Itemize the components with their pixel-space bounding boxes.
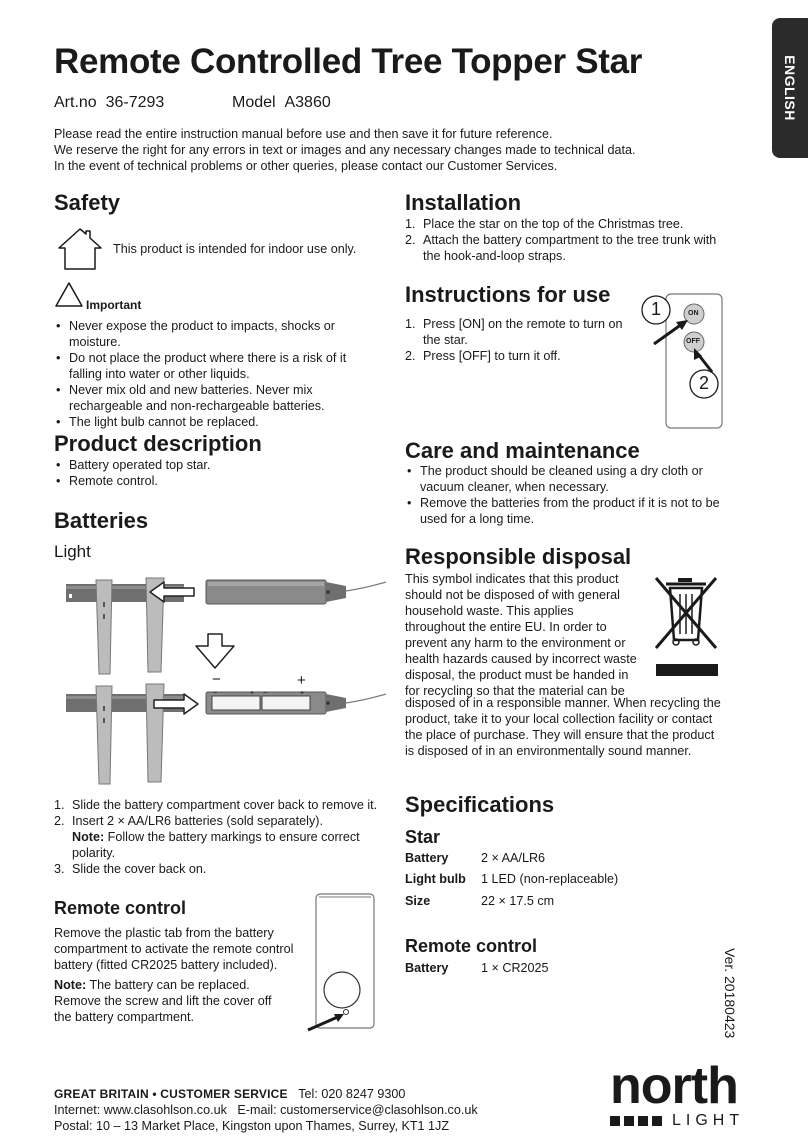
remote-text: Remove the plastic tab from the battery compartment to activate the remote control battery (fitted CR2025 battery included). [54, 926, 294, 972]
list-item: • The light bulb cannot be replaced. [54, 414, 374, 430]
list-item: • Battery operated top star. [54, 457, 374, 473]
house-icon [56, 226, 104, 272]
battery-plus-mark: + [250, 690, 255, 697]
remote-heading: Remote control [54, 898, 187, 918]
product-list [54, 457, 374, 489]
list-item: 2. Attach the battery compartment to the tree trunk with the hook-and-loop straps. [405, 233, 717, 263]
polarity-minus-label: − [212, 671, 221, 688]
article-number: Art.no 36-7293 [54, 94, 165, 111]
list-item: 2. Insert 2 × AA/LR6 batteries (sold separately). Note: Follow the battery markings to ensure correct polarity. [54, 814, 360, 860]
model-number: Model A3860 [232, 94, 331, 111]
language-label: ENGLISH [782, 55, 798, 121]
battery-minus-mark: − [263, 690, 268, 697]
callout-2: 2 [699, 373, 710, 393]
important-label: Important [86, 298, 142, 312]
version-label: Ver. 20180423 [722, 948, 738, 1039]
installation-heading: Installation [405, 190, 522, 215]
list-item: • The product should be cleaned using a dry cloth or vacuum cleaner, when necessary. [405, 463, 725, 495]
battery-illustration [66, 572, 386, 790]
spec-row: Battery 1 × CR2025 [405, 961, 549, 975]
footer-web: Internet: www.clasohlson.co.uk E-mail: customerservice@clasohlson.co.uk [54, 1103, 478, 1117]
list-item: 1. Press [ON] on the remote to turn on the star. [405, 317, 623, 347]
battery-steps [54, 797, 384, 877]
star-heading: Star [405, 827, 441, 847]
indoor-text: This product is intended for indoor use only. [113, 242, 357, 256]
disposal-text-wide: disposed of in a responsible manner. When recycling the product, take it to your local collection facility or contact the place of purchase. They will ensure that the product is disposed of in an environmentally sound manner. [405, 696, 721, 758]
intro-text: Please read the entire instruction manual before use and then save it for future reference. We reserve the right for any errors in text or images and any necessary changes made to technical data. In the event of technical problems or other queries, please contact our Customer Services. [54, 127, 636, 173]
page-title: Remote Controlled Tree Topper Star [54, 42, 643, 81]
list-item: 1. Slide the battery compartment cover back to remove it. [54, 798, 378, 812]
list-item: • Remove the batteries from the product if it is not to be used for a long time. [405, 495, 725, 527]
use-heading: Instructions for use [405, 282, 611, 307]
product-heading: Product description [54, 431, 262, 456]
remote-note: Note: The battery can be replaced. Remove the screw and lift the cover off the battery compartment. [54, 978, 272, 1024]
list-item: • Do not place the product where there is a risk of it falling into water or other liquids. [54, 350, 374, 382]
list-item: 2. Press [OFF] to turn it off. [405, 349, 561, 363]
spec-row: Battery 2 × AA/LR6 [405, 851, 546, 865]
warning-icon [54, 281, 84, 308]
polarity-plus-label: + [297, 672, 306, 689]
list-item: • Remote control. [54, 473, 374, 489]
disposal-text-narrow: This symbol indicates that this product should not be disposed of with general household waste. This applies throughout the entire EU. In order to prevent any harm to the environment or health hazards caused by incorrect waste disposal, the product must be handed in for recycling so that the material can be [405, 572, 637, 698]
care-list [405, 463, 725, 527]
weee-bin-icon [652, 574, 720, 678]
footer-contact: GREAT BRITAIN • CUSTOMER SERVICE Tel: 020 8247 9300 [54, 1087, 406, 1101]
north-light-logo [610, 1057, 755, 1132]
remote-back-illustration [304, 890, 380, 1032]
on-button: ON [688, 310, 699, 317]
language-tab [772, 18, 808, 158]
care-heading: Care and maintenance [405, 438, 640, 463]
callout-1: 1 [651, 299, 662, 319]
spec-row: Light bulb 1 LED (non-replaceable) [405, 872, 619, 886]
logo-word: north [610, 1057, 738, 1115]
list-item: 1. Place the star on the top of the Christmas tree. [405, 217, 684, 231]
light-subheading: Light [54, 542, 91, 561]
remote-spec-heading: Remote control [405, 936, 538, 956]
safety-heading: Safety [54, 190, 121, 215]
list-item: • Never expose the product to impacts, shocks or moisture. [54, 318, 374, 350]
footer-postal: Postal: 10 – 13 Market Place, Kingston upon Thames, Surrey, KT1 1JZ [54, 1119, 450, 1133]
spec-row: Size 22 × 17.5 cm [405, 894, 555, 908]
battery-plus-mark: + [300, 690, 305, 697]
logo-light: LIGHT [672, 1112, 745, 1129]
installation-steps [405, 216, 735, 264]
battery-minus-mark: − [213, 690, 218, 697]
disposal-heading: Responsible disposal [405, 544, 632, 569]
list-item: • Never mix old and new batteries. Never mix rechargeable and non-rechargeable batteries. [54, 382, 374, 414]
use-steps [405, 316, 637, 364]
batteries-heading: Batteries [54, 508, 149, 533]
list-item: 3. Slide the cover back on. [54, 862, 207, 876]
off-button: OFF [686, 338, 700, 345]
specs-heading: Specifications [405, 792, 555, 817]
safety-list [54, 318, 374, 430]
